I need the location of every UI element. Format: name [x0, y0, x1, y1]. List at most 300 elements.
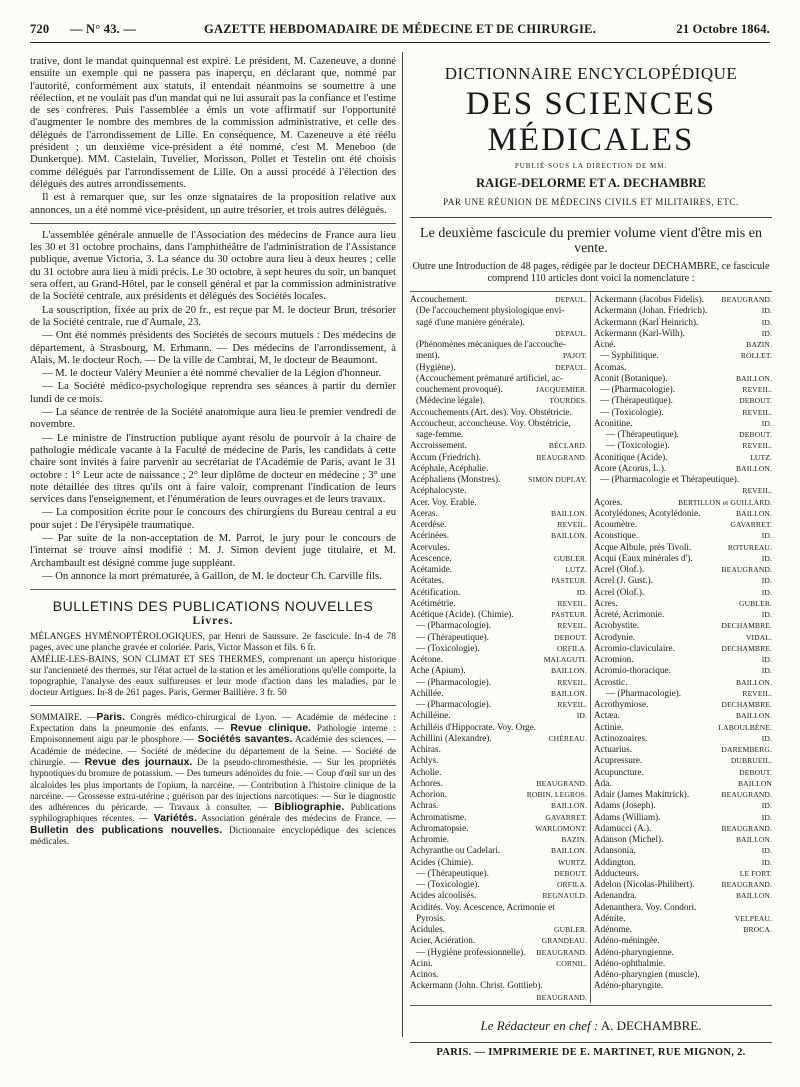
index-entry-title: Acétates.: [410, 575, 444, 586]
index-entry: [594, 778, 772, 789]
index-entry-title: Accroissement.: [410, 440, 467, 451]
index-entry-title: — (Toxicologie).: [606, 440, 670, 451]
index-entry: [410, 924, 587, 935]
index-entry-title: — (Hygiène professionnelle).: [416, 946, 526, 957]
paragraph: — La séance de rentrée de la Société anatomique aura lieu le premier vendredi de novembre.: [30, 407, 396, 431]
index-entry-title: Aconit (Botanique).: [594, 372, 668, 383]
sommaire-heading: Bulletin des publications nouvelles.: [30, 823, 223, 836]
index-entry: [410, 339, 587, 350]
index-entry-author: DEBOUT.: [739, 430, 772, 439]
index-entry-title: Acides alcoolisés.: [410, 890, 477, 901]
index-entry-title: (Accouchement prématuré artificiel, ac-: [416, 372, 563, 383]
index-entry: [594, 688, 772, 699]
index-entry-author: BAILLON.: [735, 373, 772, 383]
index-entry-author: [584, 980, 587, 991]
index-entry: [594, 440, 772, 451]
index-entry: [594, 958, 772, 969]
index-entry-title: Acore (Acorus, L.).: [594, 462, 667, 473]
index-entry-title: Acromion.: [594, 654, 634, 664]
index-entry-title: Acini.: [410, 957, 433, 968]
index-entry: [410, 879, 587, 890]
index-entry-title: Actinozoaires.: [594, 732, 648, 743]
index-entry-author: REVEIL.: [557, 700, 587, 709]
index-entry-title: Adair (James Makittrick).: [594, 789, 690, 799]
index-entry-author: VELPEAU.: [734, 913, 772, 923]
sommaire-text: De la pseudo-chromesthésie. — Sur les propriétés hypnotiques du bromure de potassium. — Des tumeurs adénoïdes du foie. — Coup d'œil sur un des alcaloïdes les plus importants de l'opium, la narcéine. — Contribution à l'histoire clinique de la narcéine. — Grossesse extra-utérine ; guérison par des injections narcotiques. — Sur le diagnostic des adhérences du péricarde. — Travaux à consulter. —: [30, 756, 396, 813]
index-entry-author: BEAUGRAND.: [721, 823, 772, 833]
index-entry-title: Acrobystite.: [594, 620, 640, 631]
index-entry: [594, 395, 772, 406]
sommaire-text: Congrès médico-chirurgical de Lyon. — Académie de médecine : Expectation dans la pneumonie des enfants. —: [30, 711, 396, 734]
index-entry-title: Acérinées.: [410, 530, 450, 541]
index-entry-title: Ache (Apium).: [410, 665, 466, 676]
paragraph: — M. le docteur Valéry Meunier a été nommé chevalier de la Légion d'honneur.: [42, 368, 382, 380]
index-entry-title: Achillini (Alexandre).: [410, 732, 492, 743]
index-entry-author: TOURDES.: [549, 396, 587, 406]
index-entry-author: [584, 407, 587, 418]
index-entry: [410, 688, 587, 699]
index-entry-author: VIDAL.: [745, 632, 772, 642]
issue-number: — N° 43. —: [70, 22, 137, 36]
index-entry: [410, 497, 587, 508]
index-entry-title: Adelon (Nicolas-Philibert).: [594, 879, 695, 889]
index-entry: [594, 620, 772, 631]
paragraph: — Ont été nommés présidents des Sociétés de secours mutuels : Des médecins de département, à Strasbourg, M. Erhmann. — Des médecins de l'arrondissement, à Alais, M. le docteur Roch. — De la ville de Cambrai, M, le docteur de Beaumont.: [30, 330, 396, 366]
index-entry: [594, 609, 772, 620]
index-entry-author: ID.: [761, 857, 772, 867]
index-entry-title: — (Pharmacologie et Thérapeutique).: [600, 474, 740, 484]
index-entry-title: Adams (William).: [594, 811, 661, 822]
redacteur-line: [410, 1018, 772, 1034]
index-entry-author: REVEIL.: [742, 385, 772, 394]
index-entry: [410, 958, 587, 969]
index-entry: [594, 800, 772, 811]
index-entry-author: ORFILA.: [556, 880, 587, 889]
index-entry-author: ID.: [761, 655, 772, 664]
index-entry: [594, 350, 772, 361]
index-entry-author: GUBLER.: [739, 598, 772, 608]
index-entry: [594, 317, 772, 328]
index-entry-title: Achlys.: [410, 755, 439, 766]
index-entry-author: LABOULBÈNE.: [718, 722, 772, 732]
index-entry: [410, 823, 587, 834]
index-entry-title: Acrostic.: [594, 676, 628, 687]
index-entry-title: Acqui (Eaux minérales d').: [594, 552, 693, 563]
index-entry-title: Acque Albule, près Tivoli.: [594, 541, 692, 552]
dictionary-title-2: DES SCIENCES MÉDICALES: [465, 86, 717, 158]
index-entry-author: MALAGUTI.: [543, 655, 587, 664]
index-entry: [594, 677, 772, 688]
column-divider: [402, 52, 403, 1037]
index-entry: [594, 699, 772, 710]
index-entry-author: DEBOUT.: [739, 396, 772, 406]
index-entry-title: — Syphilitique.: [600, 350, 659, 361]
index-entry-author: ID.: [761, 846, 772, 856]
index-entry: [410, 789, 587, 800]
index-entry-author: [769, 947, 772, 958]
index-entry: [594, 474, 772, 485]
index-entry-title: Acholie.: [410, 766, 442, 777]
index-entry: [410, 294, 587, 305]
index-entry-title: Ackermann (John. Christ. Gottlieb).: [410, 980, 543, 991]
index-entry: [410, 812, 587, 823]
index-entry: [410, 474, 587, 485]
index-entry-author: WARLOMONT.: [535, 823, 587, 833]
index-entry-author: GAVARRET.: [730, 520, 772, 529]
index-entry-author: CHÉREAU.: [548, 733, 587, 743]
sommaire-text: Académie des sciences. — Académie de médecine. — Société de médecine du département de la Seine. — Société de chirurgie. —: [30, 734, 396, 767]
sommaire-heading: Revue des journaux.: [79, 755, 193, 768]
index-entry-title: Accouchement.: [410, 294, 468, 304]
index-entry-title: Adenandra.: [594, 890, 637, 901]
index-entry-author: ID.: [761, 317, 772, 327]
index-entry-author: WURTZ.: [557, 857, 587, 867]
index-entry-author: BEAUGRAND.: [536, 947, 587, 957]
index-entry: [410, 564, 587, 575]
index-entry-title: couchement provoqué).: [416, 384, 503, 394]
index-entry-title: Ackermann (Karl-Wilh).: [594, 327, 685, 338]
index-entry: [594, 665, 772, 676]
index-entry-title: Addington.: [594, 856, 636, 867]
dictionary-publisher-line: PUBLIÉ SOUS LA DIRECTION DE MM.: [514, 162, 668, 170]
index-entry-author: DUBRUEIL.: [730, 756, 772, 766]
index-entry: [410, 744, 587, 755]
index-entry: [410, 868, 587, 879]
index-entry-author: DEPAUL.: [555, 295, 587, 304]
index-entry-title: Acétamide.: [410, 564, 453, 574]
index-entry-title: (Phénomènes mécaniques de l'accouche-: [416, 339, 566, 349]
introduction-note: Outre une Introduction de 48 pages, rédigée par le docteur DECHAMBRE, ce fascicule comprend 110 articles dont voici la nomenclature :: [412, 261, 770, 284]
index-entry-author: ID.: [761, 733, 772, 743]
index-entry-author: BAILLON.: [550, 688, 587, 698]
index-entry: [594, 429, 772, 440]
index-entry-title: Acétimétrie.: [410, 597, 456, 608]
index-entry: [410, 587, 587, 598]
index-entry-author: DECHAMBRE.: [721, 700, 772, 709]
index-entry-title: Aconitique (Acide).: [594, 451, 668, 462]
index-entry-author: ID.: [761, 306, 772, 316]
index-entry: [594, 980, 772, 991]
index-entry-title: — (Toxicologie).: [600, 406, 664, 417]
index-entry-author: [769, 935, 772, 946]
index-entry-author: GRANDEAU.: [541, 936, 587, 946]
index-entry-author: BAILLON.: [550, 531, 587, 541]
index-entry-title: Acinos.: [410, 969, 439, 979]
index-entry: [594, 834, 772, 845]
index-entry-title: sagé d'une manière générale).: [416, 316, 525, 327]
index-entry-author: REVEIL.: [557, 621, 587, 631]
index-entry-title: — (Thérapeutique).: [606, 429, 679, 439]
index-entry-author: [584, 913, 587, 924]
sommaire-label: SOMMAIRE. —: [30, 711, 97, 722]
index-entry-title: Actæa.: [594, 710, 620, 721]
paragraph: — Le ministre de l'instruction publique ayant résolu de pourvoir à la chaire de pathologie médicale vacante à la Faculté de médecine de Paris, les candidats à cette chaire sont invités à faire parvenir au secrétariat de l'Académie de Paris, avant le 31 octobre : 1° Leur acte de naissance ; 2° leur diplôme de docteur en médecine ; 3° une note détaillée des titres qu'ils ont à faire valoir, comprenant l'indication de leurs services dans l'enseignement, et l'énumération de leurs ouvrages et de leurs travaux.: [30, 432, 396, 506]
index-entry-title: Açores.: [594, 496, 623, 507]
index-entry: [410, 767, 587, 778]
index-entry: [410, 845, 587, 856]
index-entry-title: Acerdèse.: [410, 519, 447, 529]
index-entry-title: — (Thérapeutique).: [416, 867, 489, 878]
index-entry-title: Acoumètre.: [594, 519, 638, 529]
index-entry: [594, 508, 772, 519]
index-entry: [594, 913, 772, 924]
index-entry-title: Achras.: [410, 800, 439, 811]
index-entry-title: — (Toxicologie).: [416, 879, 480, 889]
index-entry: [410, 609, 587, 620]
index-entry: [594, 305, 772, 316]
index-entry: [410, 620, 587, 631]
index-entry-title: Adéno-pharyngien (muscle).: [594, 969, 700, 979]
index-entry-author: ID.: [761, 418, 772, 428]
index-entry-author: [584, 542, 587, 553]
index-entry: [594, 564, 772, 575]
index-entry-title: Acupressure.: [594, 755, 643, 766]
index-entry-title: Acres.: [594, 597, 618, 608]
index-entry-author: LUTZ.: [750, 452, 772, 462]
index-entry-title: Acotylédones, Acotylédonie.: [594, 507, 701, 518]
index-entry: [410, 598, 587, 609]
divider: [30, 705, 396, 706]
index-entry: [410, 485, 587, 496]
index-entry: [594, 924, 772, 935]
index-entry: [410, 553, 587, 564]
index-entry: [410, 654, 587, 665]
index-entry: [594, 530, 772, 541]
index-entry-title: Achilléine.: [410, 710, 451, 721]
index-entry-author: ID.: [761, 587, 772, 597]
index-entry-author: [584, 744, 587, 755]
index-entry-title: Acéphalocyste.: [410, 485, 467, 496]
index-entry-author: REVEIL.: [742, 688, 772, 698]
index-entry-title: Adéno-méningée.: [594, 935, 660, 946]
index-entry-title: Acrel (Olof.).: [594, 564, 645, 574]
livres-list: [30, 632, 396, 699]
index-entry-title: Adanson (Michel).: [594, 834, 664, 844]
index-entry-author: DEPAUL.: [555, 362, 587, 372]
index-entry: [410, 530, 587, 541]
fascicule-announcement: Le deuxième fascicule du premier volume vient d'être mis en vente.: [420, 226, 762, 256]
index-entry: [594, 969, 772, 980]
index-entry: [594, 587, 772, 598]
index-column-1: [410, 292, 591, 1003]
index-entry-author: [769, 902, 772, 913]
index-entry-author: BAILLON.: [550, 508, 587, 518]
index-entry-title: Acrodynie.: [594, 631, 636, 642]
index-entry-title: Accum (Friedrich).: [410, 451, 481, 462]
index-entry-title: Achilléis d'Hippocrate. Voy. Orge.: [410, 721, 537, 732]
sommaire-heading: Variétés.: [148, 812, 197, 825]
index-entry-author: BAILLON.: [735, 891, 772, 901]
index-entry-author: BAILLON.: [550, 846, 587, 856]
index-entry-author: BEAUGRAND.: [721, 565, 772, 574]
index-entry-title: Acné.: [594, 339, 616, 349]
index-entry-title: Acromio-claviculaire.: [594, 642, 675, 653]
index-entry-title: Ada.: [594, 777, 612, 788]
index-entry-title: Adéno-pharyngienne.: [594, 946, 674, 957]
index-entry-author: [584, 429, 587, 440]
index-entry-title: Acétification.: [410, 586, 461, 597]
paragraph: L'assemblée générale annuelle de l'Association des médecins de France aura lieu les 30 et 31 octobre prochains, dans l'amphithéâtre de l'administration de l'Assistance publique, avenue Victoria, 3. La séance du 30 octobre aura lieu à deux heures ; celle du 31 octobre aura lieu à midi précis. Le 30 octobre, à sept heures du soir, un banquet sera offert, au Grand-Hôtel, par le conseil général et par la commission administrative de la Société centrale, aux présidents et délégués des Sociétés locales.: [30, 229, 396, 303]
paragraph: Il est à remarquer que, sur les onze signataires de la proposition relative aux annonces, un a été nommé vice-président, un autre trésorier, et trois autres délégués.: [30, 192, 396, 216]
index-entry-title: Acupuncture.: [594, 766, 644, 777]
index-entry-author: PASTEUR.: [551, 610, 587, 619]
index-entry: [594, 755, 772, 766]
index-entry: [410, 407, 587, 418]
index-entry-author: DEPAUL.: [555, 328, 587, 338]
redacteur-name: A. DECHAMBRE.: [598, 1017, 702, 1033]
index-entry-author: BAILLON.: [735, 677, 772, 687]
index-entry-author: DEBOUT.: [554, 632, 587, 642]
index-entry-author: ROTUREAU.: [727, 542, 772, 552]
index-entry: [410, 947, 587, 958]
book-entry: MÉLANGES HYMÉNOPTÉROLOGIQUES, par Henri de Saussure. 2e fascicule. In-4 de 78 pages, avec une planche gravée et coloriée. Paris, Victor Masson et fils. 6 fr.: [30, 631, 396, 653]
index-entry-author: BEAUGRAND.: [536, 992, 587, 1002]
index-entry-title: Âcreté, Acrimonie.: [594, 609, 665, 619]
index-entry-author: [769, 969, 772, 980]
index-entry: [410, 992, 587, 1003]
index-entry-title: (Médecine légale).: [416, 395, 485, 406]
index-entry-title: — (Pharmacologie).: [416, 620, 492, 631]
index-entry-title: Achiras.: [410, 744, 441, 754]
index-entry: [594, 857, 772, 868]
index-entry-title: Acrothymiose.: [594, 699, 649, 709]
index-entry-author: BAZIN.: [561, 835, 587, 844]
index-entry-title: Actinie.: [594, 721, 624, 732]
paragraph: La souscription, fixée au prix de 20 fr., est reçue par M. le docteur Brun, trésorier de la Société centrale, rue d'Aumale, 23.: [30, 304, 396, 328]
index-entry-author: BERTILLON et GUILLARD.: [678, 497, 772, 507]
index-entry: [410, 902, 587, 913]
index-entry: [594, 575, 772, 586]
index-entry-title: Pyrosis.: [416, 912, 446, 923]
index-entry: [410, 778, 587, 789]
index-entry-author: DEBOUT.: [554, 868, 587, 878]
header-rule: [30, 42, 770, 43]
journal-title: GAZETTE HEBDOMADAIRE DE MÉDECINE ET DE CHIRURGIE.: [204, 22, 596, 36]
index-entry: [410, 800, 587, 811]
index-entry-title: Adéno-ophthalmie.: [594, 957, 666, 968]
index-entry-author: DECHAMBRE.: [721, 621, 772, 631]
index-entry-author: [584, 305, 587, 316]
index-entry: [594, 328, 772, 339]
index-entry-title: — (Pharmacologie).: [600, 384, 676, 394]
index-entry: [410, 440, 587, 451]
livres-heading: Livres.: [192, 615, 234, 628]
index-entry-title: — (Thérapeutique).: [416, 631, 489, 642]
index-entry: [410, 429, 587, 440]
index-entry: [410, 418, 587, 429]
index-entry-author: REVEIL.: [742, 441, 772, 451]
index-entry-author: REVEIL.: [742, 407, 772, 417]
index-entry-title: (Hygiène).: [416, 361, 456, 372]
sommaire-text: Publications syphilographiques récentes. —: [30, 802, 396, 824]
paragraph: — La composition écrite pour le concours des chirurgiens du Bureau central a eu pour sujet : De l'érysipèle traumatique.: [30, 507, 396, 531]
index-entry-author: SIMON DUPLAY.: [528, 475, 587, 484]
index-entry: [594, 452, 772, 463]
index-entry-author: [584, 339, 587, 350]
index-entry-title: Acrel (J. Gust.).: [594, 575, 653, 586]
index-entry: [594, 643, 772, 654]
index-entry: [594, 463, 772, 474]
index-entry-title: Adams (Joseph).: [594, 800, 656, 811]
index-entry-author: BÉCLARD.: [548, 441, 587, 451]
index-entry-title: — (Thérapeutique).: [600, 395, 673, 406]
index-entry-author: ID.: [761, 812, 772, 822]
sommaire: [30, 712, 396, 848]
index-entry: [410, 373, 587, 384]
index-entry: [410, 755, 587, 766]
index-entry-title: Achyranthe ou Cadelari.: [410, 845, 501, 856]
index-entry: [594, 845, 772, 856]
index-entry-author: [584, 969, 587, 980]
dictionary-contributors: PAR UNE RÉUNION DE MÉDECINS CIVILS ET MILITAIRES, ETC.: [443, 197, 739, 207]
index-entry-title: Acides (Chimie).: [410, 856, 474, 867]
book-entry: AMÉLIE-LES-BAINS, SON CLIMAT ET SES THERMES, comprenant un aperçu historique sur l'ancienneté des thermes, sur l'état actuel de la station et les améliorations qu'elle comporte, la topographie, l'analyse des eaux sulfureuses et leur mode d'action dans les maladies, par le docteur Artigues. In-8 de 261 pages. Paris, Germer Baillière. 3 fr. 50: [30, 654, 396, 698]
index-entry: [410, 519, 587, 530]
index-entry: [410, 890, 587, 901]
index-entry: [410, 913, 587, 924]
index-entry-author: ID.: [761, 531, 772, 541]
index-entry: [594, 868, 772, 879]
index-entry-author: BAILLON.: [550, 666, 587, 676]
index-entry-author: BEAUGRAND.: [536, 778, 587, 788]
page-header: [30, 22, 770, 40]
index-entry-author: [584, 317, 587, 328]
sommaire-heading: Sociétés savantes.: [193, 733, 293, 746]
index-entry: [410, 350, 587, 361]
index-entry-author: BEAUGRAND.: [721, 790, 772, 799]
paragraph: — On annonce la mort prématurée, à Gaillon, de M. le docteur Ch. Carville fils.: [42, 570, 382, 582]
index-entry: [594, 384, 772, 395]
index-entry: [410, 328, 587, 339]
index-entry-author: BAILLON.: [550, 801, 587, 811]
index-entry-author: BEAUGRAND.: [721, 295, 772, 304]
index-entry-title: Adénite.: [594, 912, 626, 923]
bulletin-title: BULLETINS DES PUBLICATIONS NOUVELLES: [52, 598, 374, 615]
index-entry-author: LE FORT.: [739, 868, 772, 878]
index-entry-author: BROCA.: [743, 925, 772, 934]
index-entry: [594, 485, 772, 496]
index-entry-title: Achorion.: [410, 789, 447, 799]
index-entry-title: Acrel (Olof.).: [594, 586, 645, 597]
index-entry: [594, 812, 772, 823]
index-entry-author: BAZIN.: [746, 340, 772, 349]
index-entry: [594, 722, 772, 733]
index-entry-author: BAILLON.: [735, 463, 772, 473]
index-entry-author: [769, 958, 772, 969]
index-entry: [410, 733, 587, 744]
left-column: [30, 56, 396, 848]
index-entry-title: Acervules.: [410, 541, 450, 552]
index-entry-author: [769, 980, 772, 991]
redacteur-label: Le Rédacteur en chef :: [480, 1017, 599, 1033]
page-number: 720: [30, 22, 50, 36]
index-entry-title: Achromatopsie.: [410, 822, 469, 833]
index-entry-author: GAVARRET.: [545, 812, 587, 822]
index-entry-title: Ackermann (Jacobus Fidelis).: [594, 294, 704, 304]
index-entry-author: DEBOUT.: [739, 767, 772, 777]
index-entry-author: PASTEUR.: [551, 576, 587, 586]
index-entry-author: CORNIL.: [556, 958, 587, 968]
index-entry-title: — (Pharmacologie).: [606, 687, 682, 698]
index-entry-author: [584, 722, 587, 733]
index-entry-title: Acétique (Acide). (Chimie).: [410, 609, 514, 619]
index-entry-title: Adéno-pharyngite.: [594, 980, 664, 991]
index-entry: [594, 519, 772, 530]
index-entry-author: BEAUGRAND.: [536, 452, 587, 462]
index-entry: [410, 969, 587, 980]
index-entry: [410, 857, 587, 868]
index-entry-title: Achillée.: [410, 687, 444, 698]
